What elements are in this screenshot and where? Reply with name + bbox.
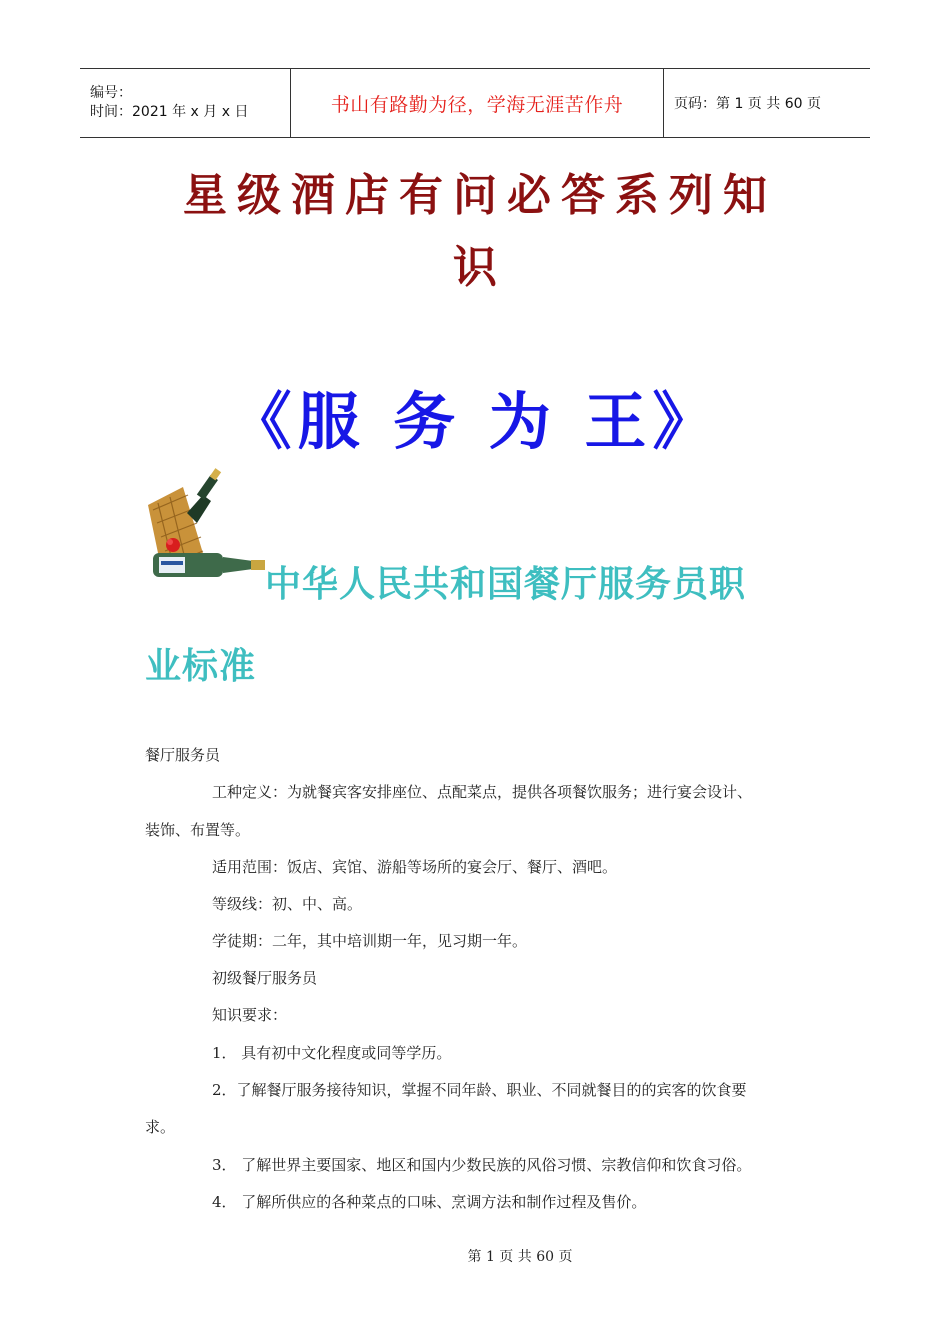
definition-line-2: 装饰、布置等。 (145, 821, 251, 839)
scope-text: 适用范围：饭店、宾馆、游船等场所的宴会厅、餐厅、酒吧。 (212, 858, 618, 876)
list-item-1: 1． 具有初中文化程度或同等学历。 (212, 1044, 452, 1062)
knowledge-heading: 知识要求： (212, 1006, 288, 1024)
title-line-2: 识 (453, 242, 507, 293)
list-item-2-line-2: 求。 (145, 1118, 176, 1136)
grades-text: 等级线：初、中、高。 (212, 895, 363, 913)
page-footer: 第 1 页 共 60 页 (467, 1249, 573, 1265)
apprenticeship-text: 学徒期：二年，其中培训期一年，见习期一年。 (212, 932, 528, 950)
subtitle-line-2: 业标准 (145, 646, 257, 687)
title-line-1: 星级酒店有问必答系列知 (183, 170, 777, 221)
document-header (80, 68, 870, 138)
wine-bottles-basket-icon (143, 465, 273, 593)
subtitle-line-1: 中华人民共和国餐厅服务员职 (265, 564, 747, 605)
list-item-2-line-1: 2．了解餐厅服务接待知识，掌握不同年龄、职业、不同就餐目的的宾客的饮食要 (212, 1081, 747, 1099)
header-motto: 书山有路勤为径，学海无涯苦作舟 (290, 69, 664, 137)
number-label: 编号： (90, 85, 132, 101)
main-title: 《服 务 为 王》 (229, 385, 721, 458)
definition-line-1: 工种定义：为就餐宾客安排座位、点配菜点，提供各项餐饮服务；进行宴会设计、 (212, 783, 753, 801)
list-item-4: 4． 了解所供应的各种菜点的口味、烹调方法和制作过程及售价。 (212, 1193, 647, 1211)
header-page-info: 页码：第 1 页 共 60 页 (674, 96, 821, 112)
time-label: 时间：2021 年 x 月 x 日 (90, 104, 249, 120)
header-meta (80, 69, 290, 137)
list-item-3: 3． 了解世界主要国家、地区和国内少数民族的风俗习惯、宗教信仰和饮食习俗。 (212, 1156, 752, 1174)
junior-heading: 初级餐厅服务员 (212, 969, 318, 987)
section-heading: 餐厅服务员 (145, 746, 221, 764)
